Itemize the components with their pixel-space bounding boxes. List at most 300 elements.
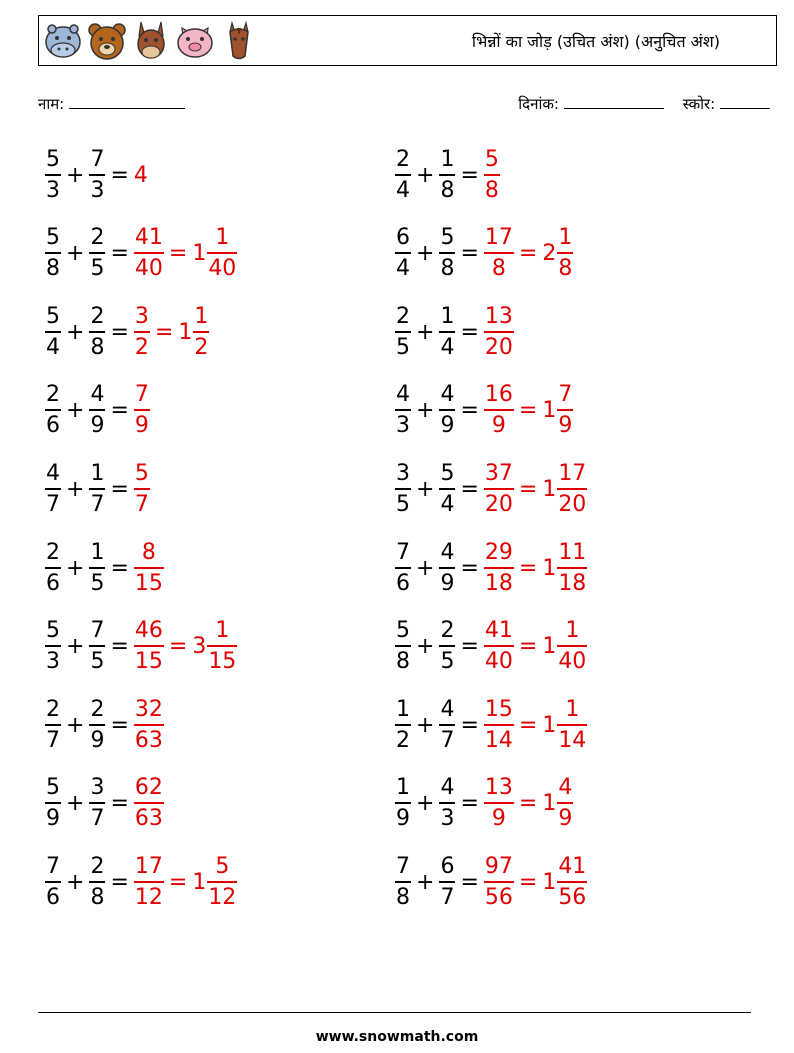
fraction-bar [557,645,587,647]
equals-sign: = [460,241,479,267]
denominator: 8 [440,177,455,203]
numerator: 1 [440,303,455,329]
fraction [439,696,455,753]
denominator: 8 [396,884,410,910]
fraction-bar [439,645,455,647]
denominator: 7 [134,491,149,517]
fraction-bar [45,252,61,254]
numerator: 4 [90,382,105,408]
fraction-bar [45,802,61,804]
numerator: 1 [194,303,209,329]
fraction [439,460,455,517]
fraction-bar [484,174,500,176]
numerator: 1 [558,225,573,251]
plus-sign: + [66,555,85,581]
answer-whole: 1 [192,869,207,895]
fraction [45,696,61,753]
equals-sign: = [518,869,538,895]
denominator: 8 [484,177,499,203]
denominator: 9 [46,806,60,832]
problem-row [395,143,500,207]
numerator: 15 [484,696,513,722]
numerator: 7 [558,382,573,408]
answer-fraction [484,620,514,673]
numerator: 46 [134,618,163,644]
denominator: 8 [440,256,455,282]
denominator: 7 [46,491,60,517]
equals-sign: = [110,791,129,817]
fraction-bar [395,802,411,804]
denominator: 2 [396,727,410,753]
numerator: 7 [46,853,60,879]
fraction [439,620,455,673]
equals-sign: = [110,634,129,660]
numerator: 5 [46,146,60,172]
plus-sign: + [416,241,435,267]
numerator: 2 [396,146,410,172]
fraction-bar [134,645,164,647]
plus-sign: + [66,634,85,660]
fraction-bar [89,252,105,254]
answer-fraction [484,777,514,830]
fraction-bar [45,409,61,411]
fraction-bar [45,724,61,726]
numerator: 7 [396,853,410,879]
denominator: 20 [484,491,513,517]
fraction-bar [395,331,411,333]
plus-sign: + [66,791,85,817]
denominator: 8 [491,256,506,282]
numerator: 5 [46,775,60,801]
fraction [395,696,411,753]
answer-fraction [134,539,164,596]
fraction-bar [557,488,587,490]
denominator: 40 [484,649,513,675]
numerator: 2 [46,696,60,722]
numerator: 5 [215,853,230,879]
fraction-bar [557,567,587,569]
equals-sign: = [110,398,129,424]
numerator: 7 [134,382,149,408]
fraction-bar [45,488,61,490]
plus-sign: + [416,162,435,188]
denominator: 18 [558,570,587,596]
fraction-bar [484,881,514,883]
equals-sign: = [518,634,538,660]
answer-fraction [134,227,164,280]
numerator: 4 [440,382,455,408]
equals-sign: = [518,398,538,424]
denominator: 5 [396,491,410,517]
denominator: 56 [484,884,513,910]
equals-sign: = [518,555,538,581]
denominator: 63 [134,806,163,832]
problem-row [45,457,150,521]
answer-whole: 1 [542,712,557,738]
numerator: 2 [46,382,60,408]
problem-row [45,536,164,600]
fraction [45,620,61,673]
equals-sign: = [460,162,479,188]
answer-whole: 1 [178,319,193,345]
fraction-bar [134,409,150,411]
denominator: 4 [440,334,455,360]
denominator: 6 [46,413,60,439]
answer-fraction [557,777,573,830]
equals-sign: = [110,162,129,188]
footer-divider [38,1012,751,1013]
worksheet-title: भिन्नों का जोड़ (उचित अंश) (अनुचित अंश) [471,32,720,51]
denominator: 20 [558,491,587,517]
numerator: 11 [558,539,587,565]
equals-sign: = [168,634,188,660]
fraction [395,620,411,673]
numerator: 41 [484,618,513,644]
equals-sign: = [110,241,129,267]
denominator: 4 [396,256,410,282]
fraction-bar [484,331,514,333]
denominator: 15 [134,570,163,596]
numerator: 1 [90,460,105,486]
fraction-bar [395,488,411,490]
answer-fraction [557,620,587,673]
denominator: 6 [396,570,410,596]
numerator: 5 [46,618,60,644]
fraction-bar [207,645,237,647]
problem-row [45,772,164,836]
fraction-bar [89,174,105,176]
problem-row [395,772,573,836]
fraction [395,539,411,596]
answer-whole: 1 [542,791,557,817]
fraction-bar [207,252,237,254]
denominator: 3 [90,177,105,203]
numerator: 97 [484,853,513,879]
numerator: 13 [484,775,513,801]
answer-whole: 1 [542,869,557,895]
answer-fraction [484,696,514,753]
numerator: 2 [90,853,105,879]
answer-fraction [134,620,164,673]
equals-sign: = [168,869,188,895]
fraction-bar [557,252,573,254]
fraction [395,777,411,830]
problem-row [45,143,148,207]
numerator: 3 [134,303,149,329]
problem-row [45,300,209,364]
fraction [89,384,105,437]
numerator: 2 [90,225,105,251]
fraction [395,384,411,437]
equals-sign: = [460,791,479,817]
numerator: 2 [396,303,410,329]
fraction [439,303,455,360]
fraction-bar [484,645,514,647]
numerator: 41 [134,225,163,251]
numerator: 17 [484,225,513,251]
equals-sign: = [110,555,129,581]
denominator: 63 [134,727,163,753]
fraction-bar [484,488,514,490]
denominator: 8 [90,334,105,360]
answer-fraction [134,460,150,517]
fraction [439,146,455,203]
denominator: 8 [396,649,410,675]
fraction [45,146,61,203]
denominator: 40 [558,649,587,675]
denominator: 6 [46,570,60,596]
answer-fraction [484,384,514,437]
denominator: 7 [90,491,105,517]
score-label: स्कोर: [682,95,716,113]
fraction-bar [89,331,105,333]
denominator: 9 [90,727,105,753]
fraction [439,853,455,910]
equals-sign: = [110,476,129,502]
denominator: 40 [208,256,237,282]
answer-fraction [484,853,514,910]
denominator: 4 [46,334,60,360]
answer-fraction [207,853,237,910]
denominator: 8 [558,256,573,282]
fraction-bar [557,802,573,804]
denominator: 5 [90,256,105,282]
fraction [89,539,105,596]
fraction-bar [89,802,105,804]
numerator: 7 [90,146,105,172]
fraction-bar [89,881,105,883]
answer-whole: 1 [542,555,557,581]
fraction [395,303,411,360]
plus-sign: + [66,241,85,267]
denominator: 9 [440,413,455,439]
numerator: 16 [484,382,513,408]
equals-sign: = [110,712,129,738]
denominator: 56 [558,884,587,910]
equals-sign: = [460,476,479,502]
fraction-bar [484,567,514,569]
fraction-bar [484,252,514,254]
fraction [89,460,105,517]
fraction [439,539,455,596]
fraction-bar [134,331,150,333]
numerator: 5 [396,618,410,644]
fraction [89,227,105,280]
fraction-bar [439,724,455,726]
denominator: 7 [440,727,455,753]
numerator: 5 [440,460,455,486]
fraction-bar [89,645,105,647]
plus-sign: + [66,319,85,345]
problem-row [395,850,587,914]
answer-fraction [134,384,150,437]
answer-fraction [484,303,514,360]
fraction [45,539,61,596]
denominator: 15 [134,649,163,675]
denominator: 9 [558,806,573,832]
answer-whole: 2 [542,241,557,267]
fraction-bar [484,724,514,726]
plus-sign: + [416,712,435,738]
problem-row [395,300,514,364]
denominator: 7 [90,806,105,832]
numerator: 1 [396,775,410,801]
denominator: 9 [558,413,573,439]
equals-sign: = [460,869,479,895]
numerator: 8 [141,539,156,565]
numerator: 4 [440,775,455,801]
fraction [89,146,105,203]
answer-fraction [484,146,500,203]
problem-row [395,379,573,443]
fraction-bar [439,567,455,569]
fraction [45,303,61,360]
numerator: 5 [440,225,455,251]
numerator: 6 [440,853,455,879]
numerator: 1 [90,539,105,565]
numerator: 2 [440,618,455,644]
fraction-bar [439,252,455,254]
fraction-bar [557,409,573,411]
fraction [45,460,61,517]
problem-row [395,457,587,521]
denominator: 8 [90,884,105,910]
problem-row [45,222,237,286]
fraction-bar [134,802,164,804]
equals-sign: = [154,319,174,345]
denominator: 12 [134,884,163,910]
denominator: 9 [440,570,455,596]
fraction-bar [45,174,61,176]
plus-sign: + [416,869,435,895]
numerator: 3 [90,775,105,801]
denominator: 14 [558,727,587,753]
fraction-bar [557,724,587,726]
denominator: 3 [396,413,410,439]
fraction-bar [134,567,164,569]
fraction-bar [439,409,455,411]
answer-fraction [557,460,587,517]
fraction [395,146,411,203]
fraction [89,303,105,360]
equals-sign: = [460,712,479,738]
problem-row [395,615,587,679]
answer-fraction [557,227,573,280]
answer-fraction [207,620,237,673]
equals-sign: = [460,319,479,345]
numerator: 5 [46,303,60,329]
answer-whole: 4 [133,162,148,188]
denominator: 12 [208,884,237,910]
equals-sign: = [460,555,479,581]
numerator: 5 [484,146,499,172]
denominator: 3 [46,177,60,203]
fraction [89,777,105,830]
fraction-bar [395,174,411,176]
equals-sign: = [110,869,129,895]
denominator: 4 [440,491,455,517]
plus-sign: + [66,398,85,424]
answer-fraction [134,777,164,830]
numerator: 32 [134,696,163,722]
numerator: 1 [440,146,455,172]
fraction-bar [395,881,411,883]
answer-fraction [557,853,587,910]
denominator: 9 [396,806,410,832]
fraction-bar [395,724,411,726]
fraction-bar [89,488,105,490]
fraction-bar [439,488,455,490]
equals-sign: = [168,241,188,267]
numerator: 2 [90,696,105,722]
denominator: 4 [396,177,410,203]
fraction [439,777,455,830]
problem-row [45,615,237,679]
denominator: 8 [46,256,60,282]
numerator: 1 [215,618,230,644]
plus-sign: + [416,398,435,424]
denominator: 6 [46,884,60,910]
fraction-bar [89,567,105,569]
answer-fraction [193,303,209,360]
denominator: 5 [396,334,410,360]
denominator: 9 [90,413,105,439]
fraction-bar [484,802,514,804]
denominator: 2 [194,334,209,360]
fraction [89,853,105,910]
equals-sign: = [518,241,538,267]
fraction-bar [439,802,455,804]
fraction [439,384,455,437]
answer-whole: 1 [542,476,557,502]
denominator: 14 [484,727,513,753]
answer-fraction [484,460,514,517]
numerator: 4 [396,382,410,408]
footer-url: www.snowmath.com [315,1029,479,1045]
fraction [89,620,105,673]
answer-fraction [484,227,514,280]
answer-fraction [207,227,237,280]
name-label: नाम: [38,95,65,113]
fraction-bar [89,409,105,411]
numerator: 2 [46,539,60,565]
numerator: 6 [396,225,410,251]
numerator: 41 [558,853,587,879]
plus-sign: + [416,791,435,817]
problem-row [395,693,587,757]
numerator: 62 [134,775,163,801]
numerator: 3 [396,460,410,486]
fraction-bar [484,409,514,411]
equals-sign: = [518,476,538,502]
numerator: 5 [46,225,60,251]
fraction-bar [439,881,455,883]
answer-fraction [557,539,587,596]
numerator: 29 [484,539,513,565]
denominator: 18 [484,570,513,596]
answer-fraction [134,303,150,360]
fraction-bar [193,331,209,333]
denominator: 15 [208,649,237,675]
fraction-bar [395,567,411,569]
plus-sign: + [66,712,85,738]
numerator: 4 [558,775,573,801]
fraction-bar [134,252,164,254]
fraction-bar [395,645,411,647]
numerator: 4 [46,460,60,486]
plus-sign: + [66,162,85,188]
numerator: 5 [134,460,149,486]
